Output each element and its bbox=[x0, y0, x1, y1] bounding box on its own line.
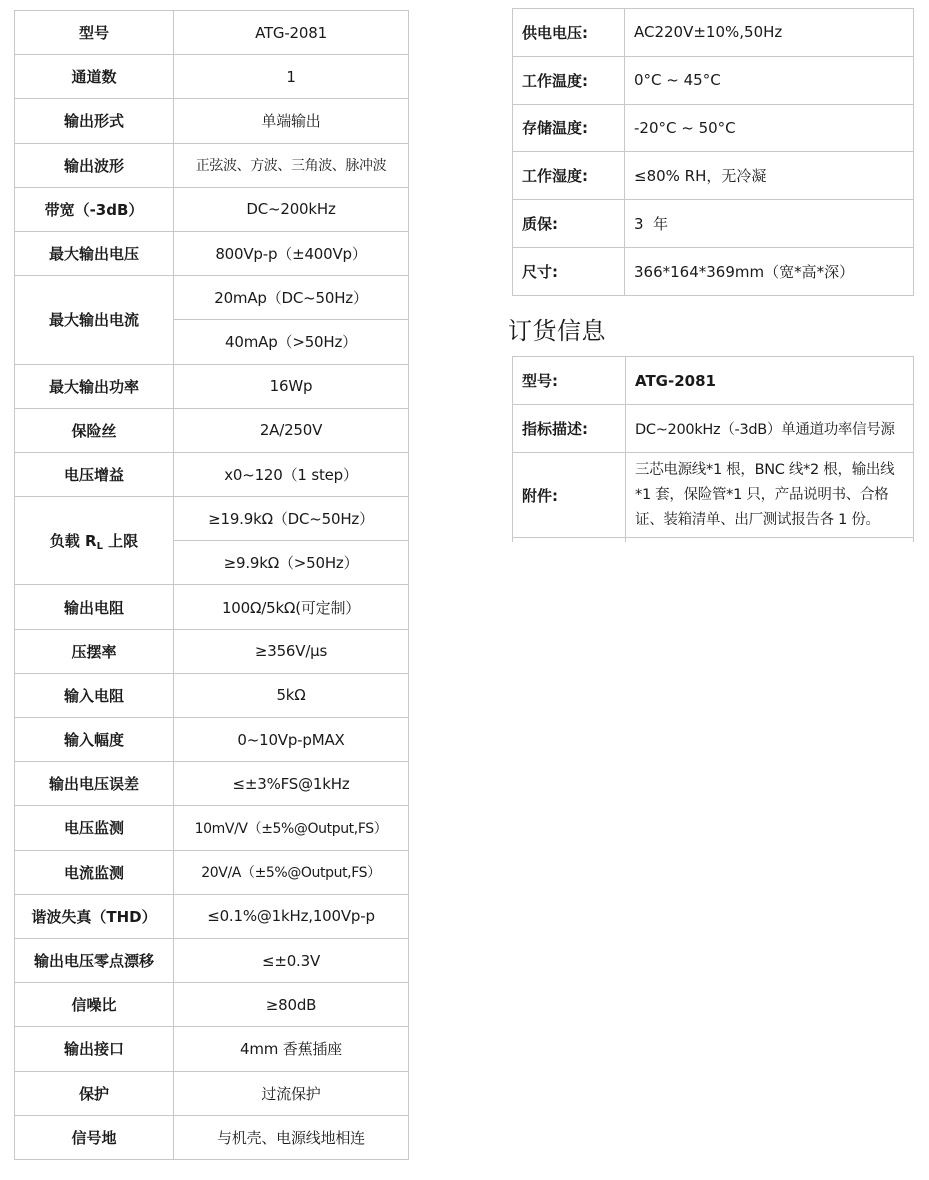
spec-row-input-resistance bbox=[15, 673, 409, 717]
spec-value: x0~120（1 step） bbox=[174, 452, 409, 496]
spec-value: ≥19.9kΩ（DC~50Hz） bbox=[174, 497, 409, 541]
order-info-heading: 订货信息 bbox=[508, 317, 606, 345]
spec-value: ≤0.1%@1kHz,100Vp-p bbox=[174, 894, 409, 938]
spec-row-signal-ground bbox=[15, 1115, 409, 1159]
spec-row-input-amplitude bbox=[15, 718, 409, 762]
env-label: 供电电压: bbox=[513, 9, 625, 57]
spec-value: 正弦波、方波、三角波、脉冲波 bbox=[174, 143, 409, 187]
spec-value: ≤±3%FS@1kHz bbox=[174, 762, 409, 806]
spec-value: DC~200kHz bbox=[174, 187, 409, 231]
spec-label: 最大输出电压 bbox=[15, 231, 174, 275]
spec-label: 输入幅度 bbox=[15, 718, 174, 762]
env-row-humidity bbox=[513, 152, 914, 200]
spec-value: 100Ω/5kΩ(可定制） bbox=[174, 585, 409, 629]
spec-label: 最大输出功率 bbox=[15, 364, 174, 408]
spec-row-zero-drift bbox=[15, 938, 409, 982]
spec-value: ≤±0.3V bbox=[174, 938, 409, 982]
env-label: 存储温度: bbox=[513, 104, 625, 152]
spec-label: 信噪比 bbox=[15, 983, 174, 1027]
spec-label: 输入电阻 bbox=[15, 673, 174, 717]
spec-row-thd bbox=[15, 894, 409, 938]
env-row-supply-voltage bbox=[513, 9, 914, 57]
label-suffix: 上限 bbox=[102, 531, 139, 550]
spec-label: 输出接口 bbox=[15, 1027, 174, 1071]
spec-row-voltage-gain bbox=[15, 452, 409, 496]
env-label: 工作温度: bbox=[513, 56, 625, 104]
spec-row-bandwidth bbox=[15, 187, 409, 231]
env-value: 366*164*369mm（宽*高*深） bbox=[625, 247, 914, 295]
spec-row-output-form bbox=[15, 99, 409, 143]
spec-label: 输出波形 bbox=[15, 143, 174, 187]
order-row-accessories bbox=[513, 453, 914, 538]
spec-row-slew-rate bbox=[15, 629, 409, 673]
label-subscript: L bbox=[96, 540, 103, 552]
spec-row-max-current bbox=[15, 276, 409, 320]
order-info-table bbox=[512, 356, 914, 542]
order-row-cutoff bbox=[513, 538, 914, 543]
spec-value: 20mAp（DC~50Hz） bbox=[174, 276, 409, 320]
spec-label: 电压监测 bbox=[15, 806, 174, 850]
spec-label: 输出电压零点漂移 bbox=[15, 938, 174, 982]
order-empty-cell bbox=[513, 538, 626, 543]
spec-row-output-interface bbox=[15, 1027, 409, 1071]
order-row-model bbox=[513, 357, 914, 405]
spec-label: 输出电压误差 bbox=[15, 762, 174, 806]
spec-label: 保护 bbox=[15, 1071, 174, 1115]
env-value: 0°C ~ 45°C bbox=[625, 56, 914, 104]
spec-row-snr bbox=[15, 983, 409, 1027]
spec-label: 输出形式 bbox=[15, 99, 174, 143]
order-empty-cell bbox=[626, 538, 914, 543]
spec-value: 20V/A（±5%@Output,FS） bbox=[174, 850, 409, 894]
spec-row-load-limit bbox=[15, 497, 409, 541]
environment-table bbox=[512, 8, 914, 296]
order-table-container bbox=[512, 356, 914, 542]
env-row-storage-temp bbox=[513, 104, 914, 152]
env-row-warranty bbox=[513, 200, 914, 248]
spec-label: 最大输出电流 bbox=[15, 276, 174, 364]
spec-value: 5kΩ bbox=[174, 673, 409, 717]
order-label: 附件: bbox=[513, 453, 626, 538]
spec-label: 压摆率 bbox=[15, 629, 174, 673]
env-label: 工作湿度: bbox=[513, 152, 625, 200]
env-value: -20°C ~ 50°C bbox=[625, 104, 914, 152]
order-value: 三芯电源线*1 根，BNC 线*2 根，输出线*1 套，保险管*1 只，产品说明书、合格证、装箱清单、出厂测试报告各 1 份。 bbox=[626, 453, 914, 538]
env-label: 尺寸: bbox=[513, 247, 625, 295]
order-value: DC~200kHz（-3dB）单通道功率信号源 bbox=[626, 405, 914, 453]
spec-label: 谐波失真（THD） bbox=[15, 894, 174, 938]
spec-value: ATG-2081 bbox=[174, 11, 409, 55]
spec-row-max-voltage bbox=[15, 231, 409, 275]
spec-value: 10mV/V（±5%@Output,FS） bbox=[174, 806, 409, 850]
spec-row-output-resistance bbox=[15, 585, 409, 629]
spec-value: 与机壳、电源线地相连 bbox=[174, 1115, 409, 1159]
spec-value: 1 bbox=[174, 55, 409, 99]
order-value: ATG-2081 bbox=[626, 357, 914, 405]
spec-value: 过流保护 bbox=[174, 1071, 409, 1115]
spec-value: ≥80dB bbox=[174, 983, 409, 1027]
spec-row-fuse bbox=[15, 408, 409, 452]
spec-label: 信号地 bbox=[15, 1115, 174, 1159]
spec-row-voltage-monitor bbox=[15, 806, 409, 850]
env-row-dimensions bbox=[513, 247, 914, 295]
spec-row-current-monitor bbox=[15, 850, 409, 894]
env-value: ≤80% RH，无冷凝 bbox=[625, 152, 914, 200]
spec-value: 0~10Vp-pMAX bbox=[174, 718, 409, 762]
spec-label: 带宽（-3dB） bbox=[15, 187, 174, 231]
spec-value: 16Wp bbox=[174, 364, 409, 408]
order-row-description bbox=[513, 405, 914, 453]
spec-label: 电流监测 bbox=[15, 850, 174, 894]
spec-value: 单端输出 bbox=[174, 99, 409, 143]
spec-label: 通道数 bbox=[15, 55, 174, 99]
spec-label: 保险丝 bbox=[15, 408, 174, 452]
label-prefix: 负载 R bbox=[49, 531, 97, 550]
env-value: 3 年 bbox=[625, 200, 914, 248]
spec-value: 40mAp（>50Hz） bbox=[174, 320, 409, 364]
spec-label: 型号 bbox=[15, 11, 174, 55]
order-label: 型号: bbox=[513, 357, 626, 405]
spec-label: 电压增益 bbox=[15, 452, 174, 496]
spec-row-max-power bbox=[15, 364, 409, 408]
order-label: 指标描述: bbox=[513, 405, 626, 453]
spec-value: 800Vp-p（±400Vp） bbox=[174, 231, 409, 275]
spec-row-model bbox=[15, 11, 409, 55]
spec-row-protection bbox=[15, 1071, 409, 1115]
spec-row-channels bbox=[15, 55, 409, 99]
spec-value: ≥356V/μs bbox=[174, 629, 409, 673]
spec-label bbox=[15, 497, 174, 585]
spec-row-voltage-error bbox=[15, 762, 409, 806]
env-value: AC220V±10%,50Hz bbox=[625, 9, 914, 57]
spec-value: ≥9.9kΩ（>50Hz） bbox=[174, 541, 409, 585]
spec-row-waveform bbox=[15, 143, 409, 187]
env-label: 质保: bbox=[513, 200, 625, 248]
spec-value: 4mm 香蕉插座 bbox=[174, 1027, 409, 1071]
env-row-operating-temp bbox=[513, 56, 914, 104]
spec-value: 2A/250V bbox=[174, 408, 409, 452]
specification-table bbox=[14, 10, 409, 1160]
spec-label: 输出电阻 bbox=[15, 585, 174, 629]
